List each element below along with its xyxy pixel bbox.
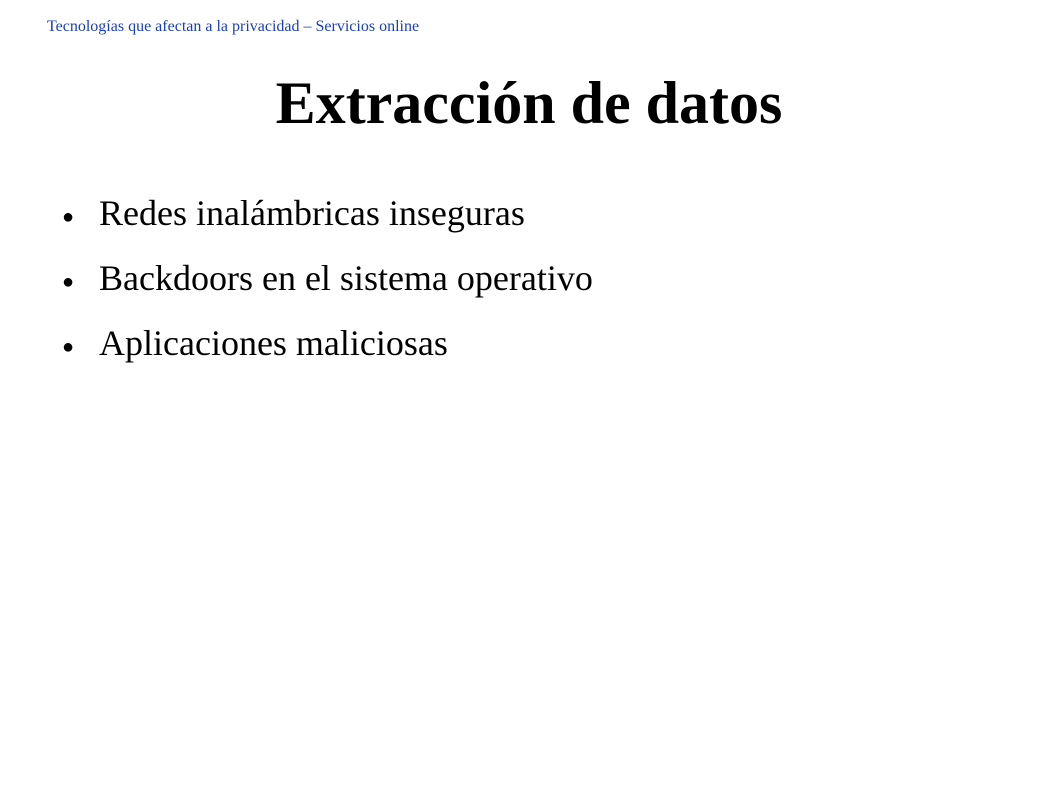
- header-note: Tecnologías que afectan a la privacidad – Servicios online: [47, 18, 420, 35]
- bullet-dot-icon: ●: [62, 336, 75, 358]
- list-item: [62, 188, 593, 253]
- slide-title: Extracción de datos: [275, 70, 783, 136]
- list-item: [62, 253, 593, 318]
- bullet-label: Redes inalámbricas inseguras: [99, 193, 525, 233]
- bullet-label: Aplicaciones maliciosas: [99, 323, 448, 363]
- bullet-dot-icon: ●: [62, 206, 75, 228]
- bullet-label: Backdoors en el sistema operativo: [99, 258, 593, 298]
- list-item: [62, 318, 593, 383]
- bullet-dot-icon: ●: [62, 271, 75, 293]
- bullet-list: [62, 188, 593, 383]
